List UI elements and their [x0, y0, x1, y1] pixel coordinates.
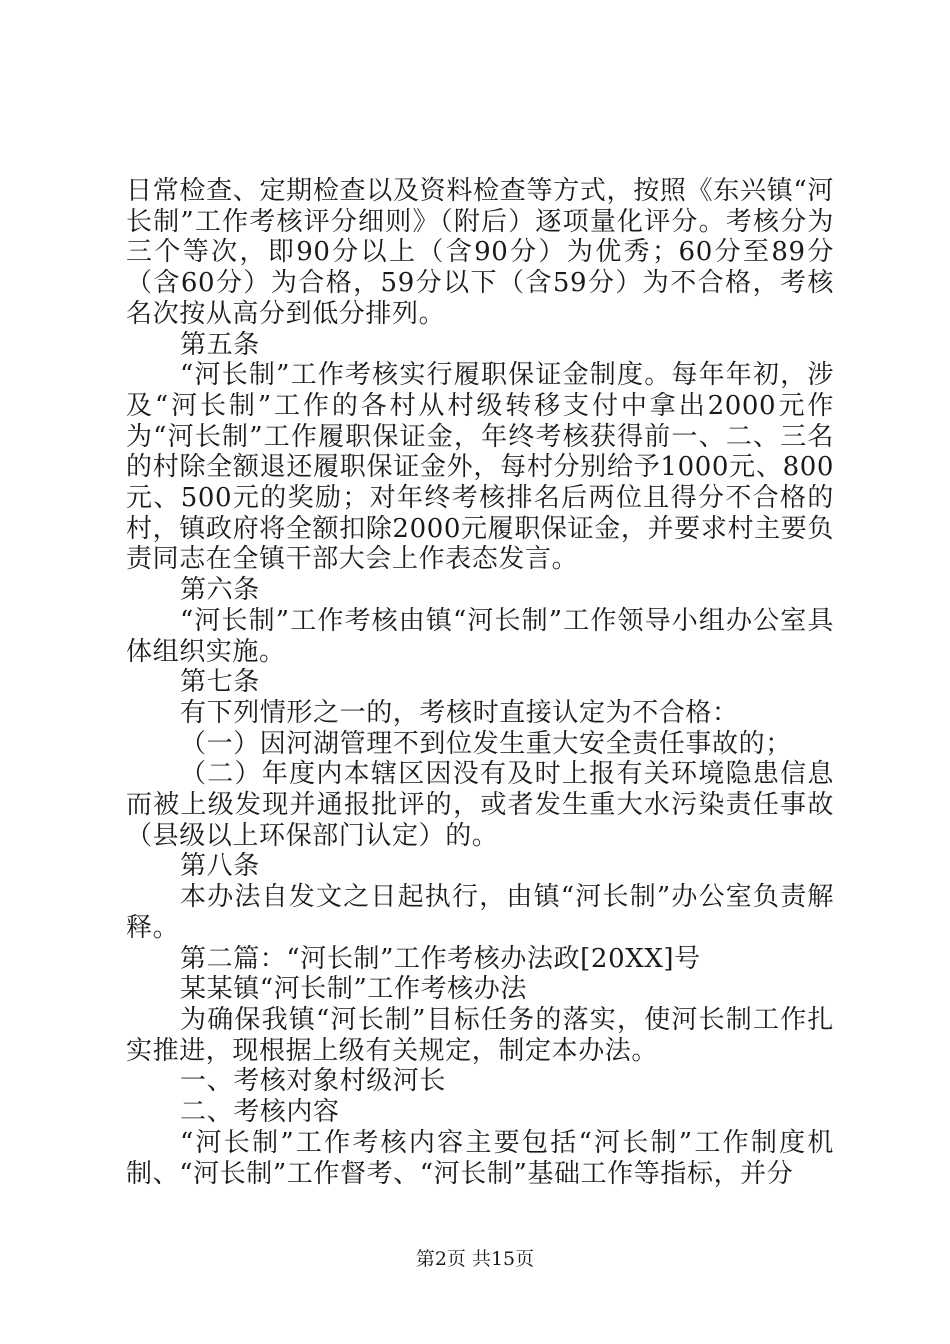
page-number: 第2页 共15页	[415, 1248, 535, 1270]
list-item: （一）因河湖管理不到位发生重大安全责任事故的；	[180, 728, 792, 759]
article-heading: 第六条	[180, 575, 260, 606]
section-title: 第二篇：“河长制”工作考核办法政[20XX]号	[180, 943, 701, 974]
paragraph: 日常检查、定期检查以及资料检查等方式，按照《东兴镇“河长制”工作考核评分细则》（附后）逐项量化评分。考核分为三个等次，即90分以上（含90分）为优秀；60分至89分（含60分）为合格，59分以下（含59分）为不合格，考核名次按从高分到低分排列。	[126, 176, 834, 329]
article-heading: 第八条	[180, 851, 260, 882]
paragraph: 本办法自发文之日起执行，由镇“河长制”办公室负责解释。	[126, 882, 834, 943]
paragraph: 为确保我镇“河长制”目标任务的落实，使河长制工作扎实推进，现根据上级有关规定，制定本办法。	[126, 1004, 834, 1066]
list-item: （二）年度内本辖区因没有及时上报有关环境隐患信息而被上级发现并通报批评的，或者发生重大水污染责任事故（县级以上环保部门认定）的。	[126, 759, 834, 851]
paragraph: “河长制”工作考核内容主要包括“河长制”工作制度机制、“河长制”工作督考、“河长制”基础工作等指标，并分	[126, 1127, 834, 1189]
article-heading: 第七条	[180, 667, 260, 698]
section-heading: 二、考核内容	[180, 1097, 340, 1128]
paragraph: “河长制”工作考核实行履职保证金制度。每年年初，涉及“河长制”工作的各村从村级转移支付中拿出2000元作为“河长制”工作履职保证金，年终考核获得前一、二、三名的村除全额退还履职保证金外，每村分别给予1000元、800元、500元的奖励；对年终考核排名后两位且得分不合格的村，镇政府将全额扣除2000元履职保证金，并要求村主要负责同志在全镇干部大会上作表态发言。	[126, 360, 834, 575]
document-title: 某某镇“河长制”工作考核办法	[180, 974, 527, 1005]
paragraph: 有下列情形之一的，考核时直接认定为不合格：	[180, 697, 739, 728]
paragraph: “河长制”工作考核由镇“河长制”工作领导小组办公室具体组织实施。	[126, 605, 834, 667]
article-heading: 第五条	[180, 329, 260, 360]
section-heading: 一、考核对象村级河长	[180, 1066, 447, 1097]
document-body	[126, 176, 834, 1189]
